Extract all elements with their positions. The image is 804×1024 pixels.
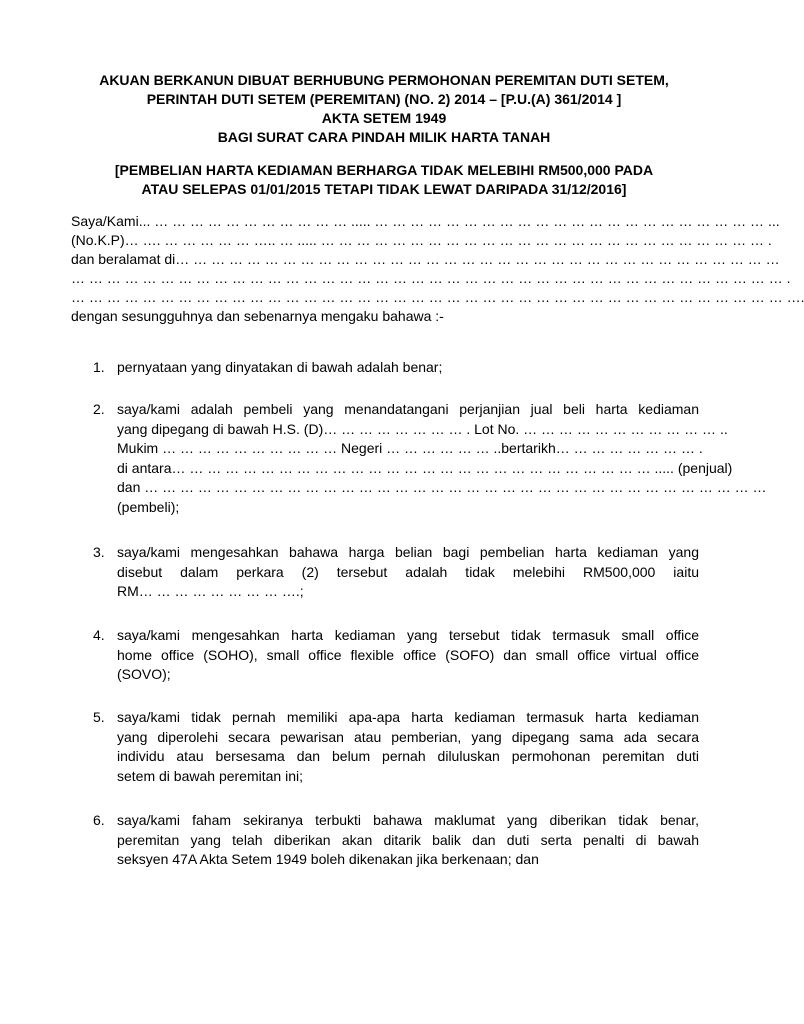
title-line: AKUAN BERKANUN DIBUAT BERHUBUNG PERMOHONAN PEREMITAN DUTI SETEM, [99, 72, 669, 88]
item-number: 3. [93, 544, 105, 560]
item-line: disebut dalam perkara (2) tersebut adalah tidak melebihi RM500,000 iaitu [117, 563, 699, 580]
declarant-address-line: … … … … … … … … … … … … … … … … … … … … … … … … … … … … … … … … … … … … … … … … . [71, 270, 791, 286]
item-text [117, 626, 699, 685]
item-line: yang diperolehi secara pewarisan atau pemberian, yang dipegang sama ada secara [117, 728, 699, 745]
item-line: peremitan yang telah diberikan akan ditarik balik dan duti serta penalti di bawah [117, 831, 699, 848]
declarant-name-line: Saya/Kami... … … … … … … … … … … … ..... … … … … … … … … … … … … … … … … … … … … … … ... [71, 213, 780, 229]
item-line: saya/kami faham sekiranya terbukti bahawa maklumat yang diberikan tidak benar, [117, 812, 699, 828]
item-line: saya/kami tidak pernah memiliki apa-apa harta kediaman termasuk harta kediaman [117, 709, 699, 725]
declarant-section [71, 212, 804, 326]
document-title [60, 71, 708, 147]
item-number: 2. [93, 401, 105, 417]
item-line: dan … … … … … … … … … … … … … … … … … … … … … … … … … … … … … … … … … … … [117, 479, 767, 495]
declaration-intro: dengan sesungguhnya dan sebenarnya mengaku bahawa :- [71, 308, 444, 324]
item-text [117, 811, 699, 870]
subtitle-line: ATAU SELEPAS 01/01/2015 TETAPI TIDAK LEWAT DARIPADA 31/12/2016] [141, 181, 627, 197]
item-line: saya/kami mengesahkan harta kediaman yang tersebut tidak termasuk small office [117, 627, 699, 643]
item-line: individu atau bersesama dan belum pernah diluluskan permohonan peremitan duti [117, 748, 699, 764]
title-line: BAGI SURAT CARA PINDAH MILIK HARTA TANAH [217, 129, 551, 145]
item-line: saya/kami adalah pembeli yang menandatangani perjanjian jual beli harta kediaman [117, 401, 699, 417]
item-text [117, 400, 767, 517]
item-text [117, 708, 699, 786]
declarant-ic-line: (No.K.P)… …. … … … … … ….. … ..... … … … … … … … … … … … … … … … … … … … … … … … … … . [71, 232, 772, 248]
item-line: saya/kami mengesahkan bahawa harga belian bagi pembelian harta kediaman yang [117, 544, 699, 560]
item-text [117, 543, 699, 602]
item-line: di antara… … … … … … … … … … … … … … … … … … … … … … … … … … … ..... (penjual) [117, 459, 733, 476]
item-line: home office (SOHO), small office flexible office (SOFO) dan small office virtual office [117, 646, 699, 663]
item-number: 1. [93, 359, 105, 375]
title-line: PERINTAH DUTI SETEM (PEREMITAN) (NO. 2) 2014 – [P.U.(A) 361/2014 ] [146, 91, 622, 107]
title-line: AKTA SETEM 1949 [321, 110, 447, 126]
declarant-address-line: … … … … … … … … … … … … … … … … … … … … … … … … … … … … … … … … … … … … … … … … …. [71, 289, 804, 305]
item-number: 4. [93, 627, 105, 643]
item-line: seksyen 47A Akta Setem 1949 boleh dikenakan jika berkenaan; dan [117, 851, 539, 867]
declarant-address-line: dan beralamat di… … … … … … … … … … … … … … … … … … … … … … … … … … … … … … … … … … [71, 251, 780, 267]
subtitle-line: [PEMBELIAN HARTA KEDIAMAN BERHARGA TIDAK MELEBIHI RM500,000 PADA [114, 162, 654, 178]
item-line: Mukim … … … … … … … … … … Negeri … … … … … … ..bertarikh… … … … … … … … . [117, 440, 703, 456]
item-line: pernyataan yang dinyatakan di bawah adalah benar; [117, 359, 443, 375]
document-subtitle [60, 161, 708, 199]
item-line: yang dipegang di bawah H.S. (D)… … … … … … … … . Lot No. … … … … … … … … … … … .. [117, 420, 728, 437]
item-text [117, 358, 699, 378]
item-line: (pembeli); [117, 498, 180, 515]
item-number: 6. [93, 812, 105, 828]
item-number: 5. [93, 709, 105, 725]
item-line: setem di bawah peremitan ini; [117, 767, 303, 784]
item-line: (SOVO); [117, 666, 171, 682]
item-line: RM… … … … … … … … ….; [117, 583, 304, 599]
